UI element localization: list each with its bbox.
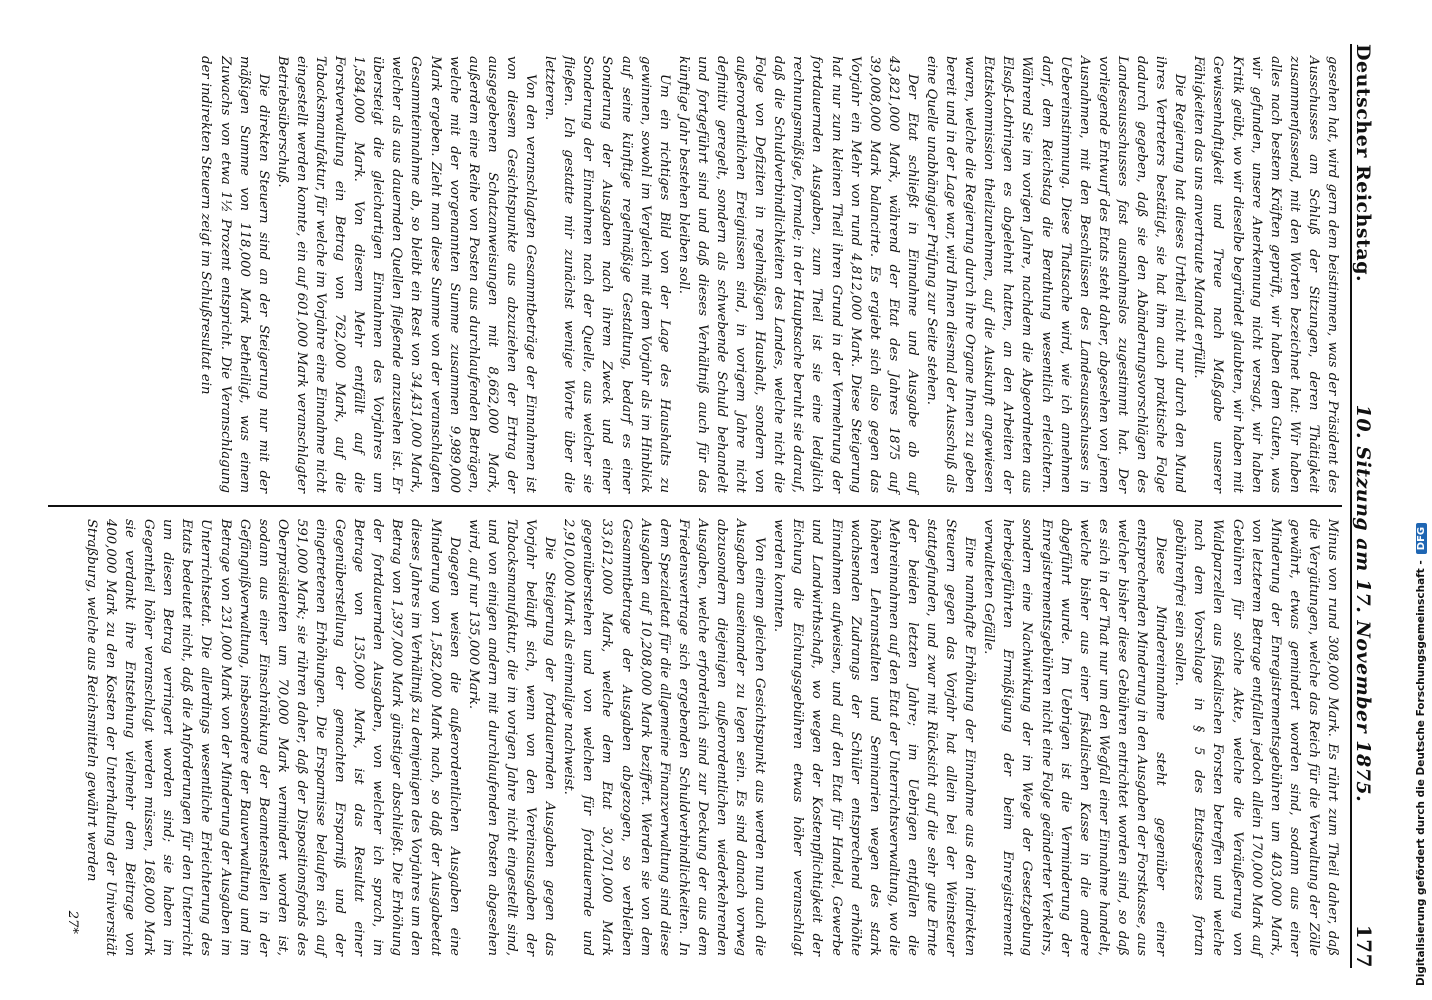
paragraph: Die direkten Steuern sind an der Steigerung nur mit der mäßigen Summe von 118,000 Mark betheiligt, was einem Zuwachs von etwa 1½ Prozent entspricht. Die Veranschlagung der indirekten Steuern zeigt im Schlußresultat ein xyxy=(198,56,271,493)
digitization-credit xyxy=(1412,6,1430,986)
right-column xyxy=(48,505,1342,968)
page-header xyxy=(1350,44,1390,968)
paragraph: Der Etat schließt in Einnahme und Ausgabe ab auf 43,821,000 Mark, während der Etat des Jahres 1875 auf 39,008,000 Mark balancirte. Es ergiebt sich also gegen das Vorjahr ein Mehr von rund 4,812,000 Mark. Diese Steigerung hat nur zum kleinen Theil ihren Grund in der Vermehrung der fortdauernden Ausgaben, zum Theil ist sie eine lediglich rechnungsmäßige, formale; in der Hauptsache beruht sie darauf, daß die Schuldverbindlichkeiten des Landes, welche nicht die Folge von Defiziten in regelmäßigen Haushalt, sondern von außerordentlichen Ereignissen sind, in vorigem Jahre nicht definitiv geregelt, sondern als schwebende Schuld behandelt und fortgeführt sind und daß dieses Verhältniß auch für das künftige Jahr bestehen bleiben soll. xyxy=(675,56,920,493)
paragraph: Um ein richtiges Bild von der Lage des Haushalts zu gewinnen, sowohl im Vergleich mit dem Vorjahr als im Hinblick auf seine künftige regelmäßige Gestaltung, bedarf es einer Sonderung der Ausgaben nach ihrem Zweck und einer Sonderung der Einnahmen nach der Quelle, aus welcher sie fließen. Ich gestatte mir zunächst wenige Worte über die letzteren. xyxy=(542,56,672,493)
paragraph: Dagegen weisen die außerordentlichen Ausgaben eine Minderung von 1,582,000 Mark nach, so daß der Ausgabeetat dieses Jahres im Verhältniß zu demjenigen des Vorjahres um den Betrag von 1,397,000 Mark günstiger abschließt. Die Erhöhung der fortdauernden Ausgaben, von welcher ich sprach, im Betrage von 135,000 Mark, ist das Resultat einer Gegenüberstellung der gemachten Ersparniß und der eingetretenen Erhöhungen. Die Ersparnisse belaufen sich auf 591,000 Mark; sie rühren daher, daß der Dispositionsfonds des Oberpräsidenten um 70,000 Mark vermindert worden ist, sodann aus einer Einschränkung der Beamtenstellen in der Gefängnißverwaltung, insbesondere der Bauverwaltung und im Betrage von 231,000 Mark von der Minderung der Ausgaben im Unterrichtsetat. Die allerdings wesentliche Erleichterung des Etats bedeutet nicht, daß die Anforderungen für den Unterricht um diesen Betrag verringert worden sind; sie haben im Gegentheil höher veranschlagt werden müssen, 168,000 Mark sie verdankt ihre Entstehung vielmehr dem Beitrage von 400,000 Mark zu den Kosten der Unterhaltung der Universität Straßburg, welche aus Reichsmitteln gewährt werden xyxy=(83,519,462,956)
paragraph: Minus von rund 308,000 Mark. Es rührt zum Theil daher, daß die Vergütungen, welche das Reich für die Verwaltung der Zölle gewährt, etwas gemindert worden sind, sodann aus einer Minderung der Enregistrementsgebühren um 403,000 Mark, von letzterem Betrage entfallen jedoch allein 170,000 Mark auf Gebühren für solche Akte, welche die Veräußerung von Waldparzellen aus fiskalischen Forsten betreffen und welche nach dem Vorschlage in § 5 des Etatsgesetzes fortan gebührenfrei sein sollen. xyxy=(1172,519,1340,956)
paragraph: Die Regierung hat dieses Urtheil nicht nur durch den Mund ihres Vertreters bestätigt, sie hat ihm auch praktische Folge dadurch gegeben, daß sie den Abänderungsvorschlägen des Landesausschusses fast ausnahmslos zugestimmt hat. Der vorliegende Entwurf des Etats steht daher, abgesehen von jenen Ausnahmen, mit den Beschlüssen des Landesausschusses in Uebereinstimmung. Diese Thatsache wird, wie ich annehmen darf, dem Reichstag die Berathung wesentlich erleichtern. Während Sie im vorigen Jahre, nachdem die Abgeordneten aus Elsaß-Lothringen es abgelehnt hatten, an den Arbeiten der Etatskommission theilzunehmen, auf die Auskunft angewiesen waren, welche die Regierung durch ihre Organe Ihnen zu geben bereit und in der Lage war, wird Ihnen diesmal der Ausschuß als eine Quelle unabhängiger Prüfung zur Seite stehen. xyxy=(924,56,1188,493)
text-columns xyxy=(48,44,1342,968)
paragraph: Die Steigerung der fortdauernden Ausgaben gegen das Vorjahr beläuft sich, wenn von den Vereinsausgaben der Tabacksmanufaktur, die im vorigen Jahre nicht eingestellt sind, und von einigen andern mit durchlaufenden Posten abgesehen wird, auf nur 135,000 Mark. xyxy=(465,519,558,956)
paragraph: Diese Mindereinnahme steht gegenüber einer entsprechenden Minderung in den Ausgaben der Forstkasse, aus welcher bisher diese Gebühren entrichtet worden sind, so daß es sich in der That nur um den Wegfall einer Einnahme handelt, welche bisher aus einer fiskalischen Kasse in die andere abgeführt wurde. Im Uebrigen ist die Verminderung der Enregistrementsgebühren nicht eine Folge geänderter Verkehrs, sondern eine Nachwirkung der im Wege der Gesetzgebung herbeigeführten Ermäßigung der beim Enregistrement verwalteten Gefälle. xyxy=(981,519,1169,956)
page-number: 177 xyxy=(1352,924,1376,968)
paragraph: gesehen hat, wird gern dem beistimmen, was der Präsident des Ausschusses am Schluß der Sitzungen, deren Thätigkeit zusammenfassend, mit den Worten bezeichnet hat: Wir haben alles nach bestem Kräften geprüft, wir haben dem Guten, was wir gefunden, unsere Anerkennung nicht versagt, wir haben Kritik geübt, wo wir dieselbe begründet glaubten, wir haben mit Gewissenhaftigkeit und Treue nach Maßgabe unserer Fähigkeiten das uns anvertraute Mandat erfüllt. xyxy=(1191,56,1340,493)
paragraph: Von den veranschlagten Gesammtbeträge der Einnahmen ist von diesem Gesichtspunkte aus abzuziehen der Ertrag der ausgegebenen Schatzanweisungen mit 8,662,000 Mark, außerdem eine Reihe von Posten aus durchlaufenden Beträgen, welche mit der vorgenannten Summe zusammen 9,989,000 Mark ergeben. Zieht man diese Summe von der veranschlagten Gesammteinnahme ab, so bleibt ein Rest von 34,431,000 Mark, welcher als aus dauernden Quellen fließende anzusehen ist. Er übersteigt die gleichartigen Einnahmen des Vorjahres um 1,584,000 Mark. Von diesem Mehr entfällt auf die Forstverwaltung ein Betrag von 762,000 Mark, auf die Tabacksmanufaktur, für welche im Vorjahre eine Einnahme nicht eingestellt werden konnte, ein auf 601,000 Mark veranschlagter Betriebsüberschuß. xyxy=(274,56,539,493)
paragraph: Eine namhafte Erhöhung der Einnahme aus den indirekten Steuern gegen das Vorjahr hat allein bei der Weinsteuer stattgefunden, und zwar mit Rücksicht auf die sehr gute Ernte der beiden letzten Jahre; im Uebrigen entfallen die Mehreinnahmen auf den Etat der Unterrichtsverwaltung, wo die höheren Lehranstalten und Seminarien wegen des stark wachsenden Zudrangs der Schüler entsprechend erhöhte Einnahmen aufweisen, und auf den Etat für Handel, Gewerbe und Landwirthschaft, wo wegen der Kostenpflichtigkeit der Eichung die Eichungsgebühren etwas höher veranschlagt werden konnten. xyxy=(771,519,978,956)
dfg-logo: DFG xyxy=(1416,523,1427,554)
document-page xyxy=(34,26,1404,986)
header-session-title: 10. Sitzung am 17. November 1875. xyxy=(1352,404,1374,803)
header-publication: Deutscher Reichstag. xyxy=(1352,44,1374,283)
left-column xyxy=(48,44,1342,505)
paragraph: Von einem gleichen Gesichtspunkt aus werden nun auch die Ausgaben auseinander zu legen sein. Es sind danach vorweg abzusondern diejenigen außerordentlichen wiederkehrenden Ausgaben, welche erforderlich sind zur Deckung der aus dem Friedensvertrage sich ergebenden Schuldverbindlichkeiten. In dem Spezialetat für die allgemeine Finanzverwaltung sind diese Ausgaben auf 10,208,000 Mark beziffert. Werden sie von dem Gesammtbetrage der Ausgaben abgezogen, so verbleiben 33,612,000 Mark, welche dem Etat 30,701,000 Mark gegenüberstehen und von welchen für fortdauernde und 2,910,000 Mark als einmalige nachweist. xyxy=(561,519,768,956)
credit-text: Digitalisierung gefördert durch die Deutsche Forschungsgemeinschaft - xyxy=(1415,560,1427,986)
signature-mark: 27* xyxy=(64,910,80,934)
